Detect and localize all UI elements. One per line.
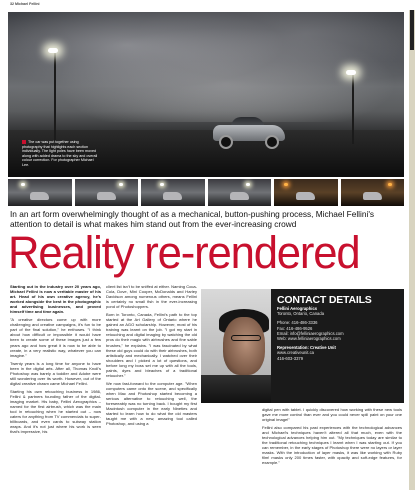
lamp-right <box>346 70 356 75</box>
thumbnail-lamp <box>246 183 250 186</box>
contact-web[interactable]: Web: www.felliniaerographics.com <box>277 336 341 342</box>
thumbnail-2 <box>75 179 139 206</box>
body-paragraph: Born in Toronto, Canada, Fellini's path to the top started at the Art Gallery of Ontario where he gained an AGO scholarship. However, most of his training was learnt on the job. "I got my start in retouching and digital imaging by watching the old pros do their magic with airbrushes and fine sable brushes," he explains. "I was fascinated by what these old guys could do with their airbrushes, both artistically and mechanically. I watched over their shoulders and I picked a lot of questions, and before long my boss set me up with all the tools, paints, dyes and bleaches of a traditional retoucher." <box>106 312 197 378</box>
thumbnail-1 <box>8 179 72 206</box>
body-paragraph: Starting his own retouching business in 1986, Fellini & partners founding father of the digital-imaging market. His baby, Fellini Aerographics – named for the first airbrush, which was the main tool in retouching when he started out – now caters for anything from TV commercials to super-billboards, and even cards to subway station wraps. And it's not just where his work is seen that's impressive, his <box>10 388 101 435</box>
thumbnail-car <box>363 192 382 200</box>
thumbnail-strip <box>8 179 404 206</box>
thumbnail-lamp <box>160 183 164 186</box>
body-column-3 <box>262 407 402 469</box>
lead-paragraph: Starting out in the industry over 20 years ago, Michael Fellini is now a veritable master of his art. Head of his own creative agency, he's worked alongside the best in the photographic and advertising businesses, and proved himself time and time again. <box>10 284 101 315</box>
thumbnail-6 <box>341 179 405 206</box>
thumbnail-5 <box>274 179 338 206</box>
contact-phone: Phone: 416-486-3336 <box>277 320 318 326</box>
contact-heading: CONTACT DETAILS <box>277 294 372 306</box>
thumbnail-lamp <box>119 183 123 186</box>
representation-phone: 416-603-3379 <box>277 355 304 361</box>
top-strip <box>0 0 415 12</box>
light-pole-right <box>352 74 354 144</box>
portrait-shirt <box>201 375 271 403</box>
body-paragraph: client list isn't to be sniffed at either. Naming Coca-Cola, Dove, Mini Cooper, McDonalds and Harley Davidson among numerous others, means Fellini is certainly no small fish in the ever-increasing pond of Photoshoppers. <box>106 284 197 310</box>
thumbnail-3 <box>141 179 205 206</box>
car-wheel-rear <box>265 135 279 149</box>
headline: Reality re-rendered <box>8 227 360 278</box>
contact-email[interactable]: Email: info@felliniaerographics.com <box>277 330 344 336</box>
body-paragraph: digital pen with tablet. I quickly discovered how working with these new tools gave me more control than ever and you could never spill paint on your one original image!" <box>262 407 402 423</box>
thumbnail-4 <box>208 179 272 206</box>
car <box>213 117 285 147</box>
contact-location: Toronto, Ontario, Canada <box>277 311 325 317</box>
portrait-photo <box>201 289 271 403</box>
body-column-2 <box>106 284 197 429</box>
lamp-left <box>48 48 58 53</box>
car-wheel-front <box>219 135 233 149</box>
sky-clouds <box>8 12 404 122</box>
thumbnail-lamp <box>284 183 288 186</box>
contact-box <box>271 289 404 403</box>
body-column-1 <box>10 284 101 437</box>
thumbnail-car <box>97 192 116 200</box>
hero-caption-text: The car was put together using photography that highlights each section individually. The light poles have been moved along with added drama to the sky and overall colour correction. For photographer Michael Lee. <box>22 140 98 167</box>
thumbnail-car <box>163 192 182 200</box>
hero-photo <box>8 12 404 177</box>
body-paragraph: We now fast-forward to the computer age. "When computers came onto the scene, and specifically when Mac and Photoshop started becoming a serious alternative to retouching well, the foreseeably was no turning back. I bought my first Macintosh computer in the early Nineties and started to learn how to do what the old masters taught me with a new, amazing tool called Photoshop, and using a <box>106 380 197 427</box>
body-paragraph: "A creative directors come up with more challenging and creative campaigns, it's fun to be part of the final solution," he enthuses. "I think about how difficult or impossible it would have been to create some of these images just a few years ago and how great it is now to be able to create, in a very realistic way, whatever you can imagine." <box>10 317 101 358</box>
thumbnail-lamp <box>21 183 25 186</box>
representation-heading: Representation: Creative Unit <box>277 345 336 351</box>
thumbnail-car <box>296 192 315 200</box>
thumbnail-car <box>230 192 249 200</box>
contact-fax: Fax: 416-486-9526 <box>277 325 313 331</box>
body-paragraph: Twenty years is a long time for anyone to have been in the digital arts. After all, Thomas Knoll's Photoshop was barely a toddler and Adobe were still wondering over its worth. However, out of the digital creative chasm came Michael Fellini. <box>10 360 101 386</box>
thumbnail-car <box>30 192 49 200</box>
standfirst: In an art form overwhelmingly thought of as a mechanical, button-pushing process, Michael Fellini's attention to detail is what makes him stand out from the ever-increasing crowd <box>10 209 375 229</box>
portrait-face <box>223 317 265 375</box>
thumbnail-lamp <box>388 183 392 186</box>
caption-square-icon <box>22 140 26 144</box>
light-pole-left <box>54 52 56 142</box>
body-paragraph: Fellini also compared his past experiences with the technological advances and Michael's techniques haven't altered all that much, even with the technological advances helping him out. "My techniques today are similar to the traditional retouching techniques I learnt when I was starting out. If you can remember, in the early stages of Photoshop there were no layers or layer masks. With the introduction of layer masks, it was like working with Ruby film! masks only 200 times faster, with opacity and soft-edge features, for example." <box>262 425 402 466</box>
folio: 32 Michael Fellini <box>10 2 40 6</box>
contact-company: Fellini Aerographics <box>277 306 318 311</box>
representation-web[interactable]: www.creativeunit.ca <box>277 350 315 356</box>
portrait-glasses <box>231 335 261 341</box>
side-tab <box>409 10 415 490</box>
hero-caption <box>22 140 100 168</box>
